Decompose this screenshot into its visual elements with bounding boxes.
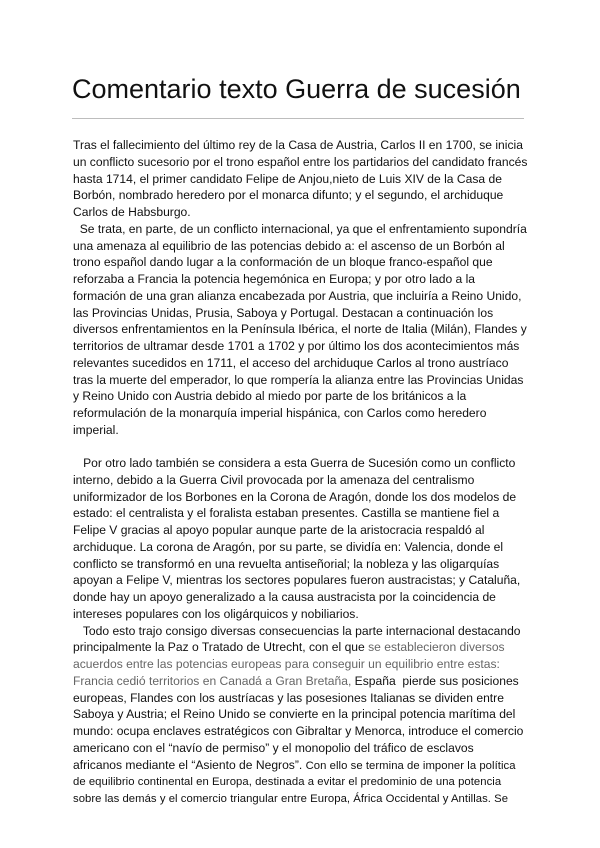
text-line: Saboya y Austria; el Reino Unido se convierte en la principal potencia marítima del: [73, 707, 516, 722]
text-span: africanos mediante el “Asiento de Negros”.: [73, 757, 306, 772]
text-line: Por otro lado también se considera a esta Guerra de Sucesión como un conflicto: [73, 456, 516, 470]
text-line: reforzaba a Francia la potencia hegemónica en Europa; y por otro lado a la: [73, 272, 476, 286]
text-line: relevantes sucedidos en 1711, el acceso del archiduque Carlos al trono austríaco: [73, 355, 509, 370]
paragraph-spacer: [73, 439, 525, 456]
text-line: Borbón, nombrado heredero por el monarca difunto; y el segundo, el archiduque: [73, 188, 504, 203]
text-span: principalmente la Paz o Tratado de Utrecht, con el que: [73, 640, 369, 655]
text-line: americano con el “navío de permiso” y el monopolio del tráfico de esclavos: [73, 740, 474, 755]
text-line: imperial.: [73, 422, 119, 437]
text-line: Felipe V gracias al apoyo popular aunque parte de la aristocracia respaldó al: [73, 523, 485, 537]
text-line: conflicto se transformó en una revuelta antiseñorial; la nobleza y las oligarquías: [73, 556, 500, 571]
text-line: [73, 757, 525, 775]
text-line: formación de una gran alianza encabezada por Austria, que incluiría a Reino Unido,: [73, 288, 522, 303]
text-line: territorios de ultramar desde 1701 a 1702 y por último los dos acontecimientos más: [73, 339, 520, 353]
text-line: interno, debido a la Guerra Civil provocada por la amenaza del centralismo: [73, 472, 475, 487]
text-line: europeas, Flandes con los austríacas y las posesiones Italianas se dividen entre: [73, 690, 504, 705]
text-line: uniformizador de los Borbones en la Corona de Aragón, donde los dos modelos de: [73, 489, 517, 504]
text-line: [73, 673, 525, 690]
paragraph-3: [73, 455, 525, 623]
text-line: diversos enfrentamientos en la Península Ibérica, el norte de Italia (Milán), Flandes y: [73, 322, 527, 337]
text-line: las Provincias Unidas, Prusia, Saboya y Portugal. Destacan a continuación los: [73, 305, 494, 320]
text-line: y Reino Unido con Austria debido al miedo por parte de los británicos a la: [73, 389, 467, 404]
muted-text-span: Francia cedió territorios en Canadá a Gran Bretaña,: [73, 673, 355, 688]
paragraph-1: [73, 137, 528, 221]
text-line: Todo esto trajo consigo diversas consecuencias la parte internacional destacando: [73, 623, 521, 638]
muted-text-line: acuerdos entre las potencias europeas para conseguir un equilibrio entre estas:: [73, 657, 500, 671]
text-line: donde hay un apoyo generalizado a la causa austracista por la coincidencia de: [73, 590, 496, 604]
text-line: intereses populares con los oligárquicos y nobiliarios.: [73, 606, 359, 621]
text-line: archiduque. La corona de Aragón, por su parte, se dividía en: Valencia, donde el: [73, 539, 504, 554]
page-title: Comentario texto Guerra de sucesión: [72, 74, 521, 104]
paragraph-2: [73, 221, 525, 439]
text-line: estado: el centralista y el foralista estaban presentes. Castilla se mantiene fiel a: [73, 506, 500, 521]
text-line: Se trata, en parte, de un conflicto internacional, ya que el enfrentamiento supondría: [73, 221, 527, 236]
text-line: apoyan a Felipe V, mientras los sectores populares fueron austracistas; y Cataluña,: [73, 573, 521, 588]
text-span: España pierde sus posiciones: [354, 673, 519, 688]
text-span-small: Con ello se termina de imponer la política: [305, 759, 516, 772]
text-line: un conflicto sucesorio por el trono español entre los partidarios del candidato francés: [73, 154, 528, 169]
text-line: Tras el fallecimiento del último rey de la Casa de Austria, Carlos II en 1700, se inicia: [73, 138, 523, 152]
text-line: Carlos de Habsburgo.: [73, 205, 191, 219]
text-line-small: sobre las demás y el comercio triangular entre Europa, África Occidental y Antillas. Se: [73, 793, 509, 805]
title-divider: [72, 118, 524, 119]
text-line: hasta 1714, el primer candidato Felipe de Anjou,nieto de Luis XIV de la Casa de: [73, 171, 502, 186]
text-line: mundo: ocupa enclaves estratégicos con Gibraltar y Menorca, introduce el comercio: [73, 724, 524, 738]
text-line: tras la muerte del emperador, lo que rompería la alianza entre las Provincias Unidas: [73, 372, 524, 387]
text-line-small: de equilibrio continental en Europa, destinada a evitar el predominio de una potencia: [73, 776, 502, 789]
paragraph-4: [73, 623, 525, 808]
text-line: trono español dando lugar a la conformación de un bloque franco-español que: [73, 255, 493, 270]
text-line: reformulación de la monarquía imperial hispánica, con Carlos como heredero: [73, 406, 487, 420]
text-line: [73, 639, 525, 656]
text-line: una amenaza al equilibrio de las potencias debido a: el ascenso de un Borbón al: [73, 238, 505, 253]
muted-text-span: se establecieron diversos: [368, 640, 505, 655]
document-body: [73, 137, 528, 808]
